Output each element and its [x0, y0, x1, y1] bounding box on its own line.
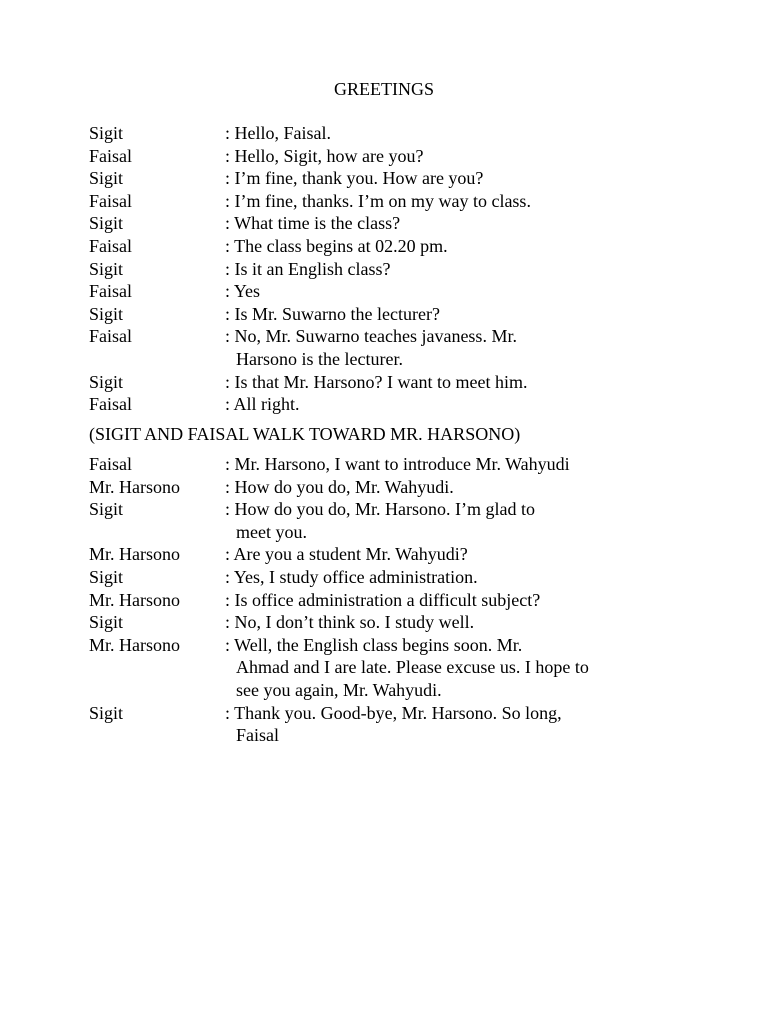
stage-direction: (SIGIT AND FAISAL WALK TOWARD MR. HARSONO) — [89, 424, 521, 444]
speaker-name: Faisal — [89, 190, 132, 211]
utterance-text: : No, I don’t think so. I study well. — [225, 612, 475, 633]
speaker-name: Faisal — [89, 235, 132, 256]
utterance-line-1: : Well, the English class begins soon. Mr. — [225, 634, 523, 655]
dialogue-line — [89, 303, 729, 326]
speaker-name: Sigit — [89, 566, 124, 587]
dialogue-line — [89, 325, 729, 370]
dialogue-line — [89, 212, 729, 235]
dialogue-line — [89, 476, 729, 499]
utterance-text — [225, 702, 729, 747]
dialogue-line — [89, 145, 729, 168]
dialogue-line — [89, 611, 729, 634]
speaker-name: Sigit — [89, 168, 124, 189]
utterance-text: : The class begins at 02.20 pm. — [225, 235, 448, 256]
speaker-name: Sigit — [89, 303, 124, 324]
utterance-text — [225, 325, 729, 370]
dialogue-line — [89, 702, 729, 747]
utterance-text: : What time is the class? — [225, 213, 401, 234]
dialogue-line — [89, 498, 729, 543]
utterance-line-1: : Thank you. Good-bye, Mr. Harsono. So long, — [225, 702, 562, 723]
utterance-line-1: : No, Mr. Suwarno teaches javaness. Mr. — [225, 326, 517, 347]
speaker-name: Faisal — [89, 281, 132, 302]
speaker-name: Faisal — [89, 145, 132, 166]
utterance-text: : I’m fine, thank you. How are you? — [225, 168, 484, 189]
dialogue-line — [89, 589, 729, 612]
speaker-name: Sigit — [89, 499, 124, 520]
speaker-name: Mr. Harsono — [89, 476, 180, 497]
utterance-continuation: Ahmad and I are late. Please excuse us. I hope to — [236, 657, 589, 678]
dialogue-line — [89, 258, 729, 281]
dialogue-line — [89, 371, 729, 394]
dialogue-part-1 — [89, 122, 729, 416]
utterance-continuation: Harsono is the lecturer. — [236, 348, 403, 369]
utterance-text: : Hello, Faisal. — [225, 123, 331, 143]
speaker-name: Mr. Harsono — [89, 589, 180, 610]
utterance-line-1: : How do you do, Mr. Harsono. I’m glad to — [225, 499, 535, 520]
dialogue-line — [89, 543, 729, 566]
utterance-text: : Yes, I study office administration. — [225, 566, 478, 587]
speaker-name: Sigit — [89, 702, 124, 723]
dialogue-line — [89, 566, 729, 589]
utterance-text: : How do you do, Mr. Wahyudi. — [225, 476, 454, 497]
speaker-name: Sigit — [89, 123, 124, 143]
utterance-text: : Yes — [225, 281, 261, 302]
speaker-name: Sigit — [89, 258, 124, 279]
utterance-text: : I’m fine, thanks. I’m on my way to class. — [225, 190, 531, 211]
utterance-text — [225, 498, 729, 543]
utterance-text: : Is Mr. Suwarno the lecturer? — [225, 303, 440, 324]
dialogue-line — [89, 634, 729, 702]
utterance-continuation: Faisal — [236, 725, 279, 746]
speaker-name: Faisal — [89, 394, 132, 415]
utterance-continuation: meet you. — [236, 521, 307, 542]
speaker-name: Faisal — [89, 326, 132, 347]
page-title: GREETINGS — [334, 79, 434, 99]
dialogue-line — [89, 280, 729, 303]
utterance-text: : Is that Mr. Harsono? I want to meet him. — [225, 371, 528, 392]
utterance-text: : Mr. Harsono, I want to introduce Mr. Wahyudi — [225, 454, 570, 474]
speaker-name: Sigit — [89, 213, 124, 234]
dialogue-line — [89, 235, 729, 258]
utterance-continuation: see you again, Mr. Wahyudi. — [236, 679, 442, 700]
utterance-text: : All right. — [225, 394, 300, 415]
utterance-text: : Hello, Sigit, how are you? — [225, 145, 424, 166]
dialogue-part-2 — [89, 453, 729, 747]
speaker-name: Sigit — [89, 612, 124, 633]
utterance-text: : Are you a student Mr. Wahyudi? — [225, 544, 468, 565]
speaker-name: Mr. Harsono — [89, 544, 180, 565]
dialogue-line — [89, 393, 729, 416]
dialogue-line — [89, 122, 729, 145]
utterance-text — [225, 634, 729, 702]
speaker-name: Faisal — [89, 454, 132, 474]
utterance-text: : Is office administration a difficult subject? — [225, 589, 541, 610]
speaker-name: Mr. Harsono — [89, 634, 180, 655]
dialogue-line — [89, 453, 729, 476]
speaker-name: Sigit — [89, 371, 124, 392]
utterance-text: : Is it an English class? — [225, 258, 391, 279]
dialogue-line — [89, 190, 729, 213]
dialogue-line — [89, 167, 729, 190]
